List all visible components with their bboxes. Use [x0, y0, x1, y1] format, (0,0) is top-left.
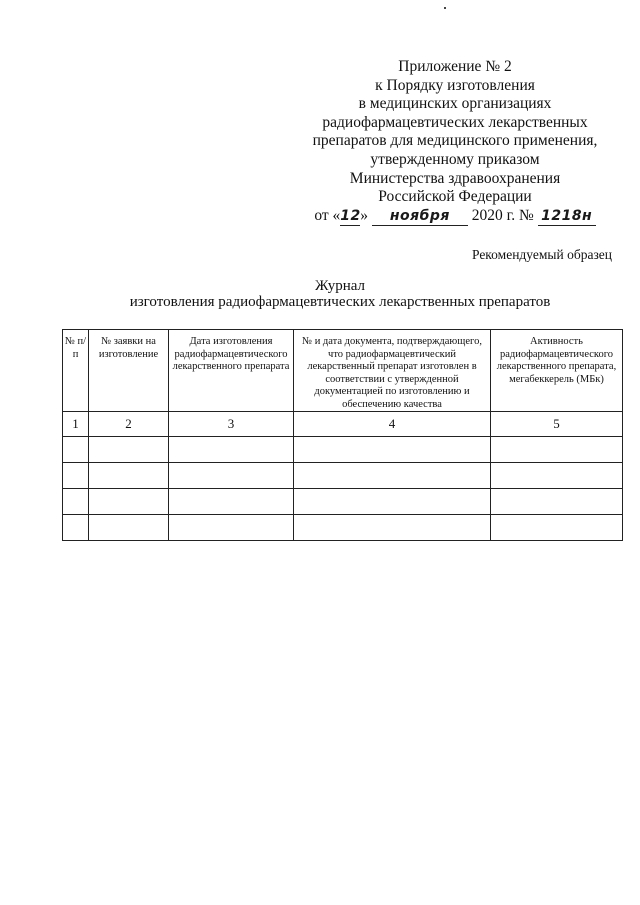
table-empty-cell	[491, 489, 623, 515]
order-month-handwritten: ноября	[389, 207, 450, 224]
order-year-text: 2020 г. №	[471, 206, 534, 224]
journal-table	[62, 329, 623, 541]
column-number: 4	[294, 412, 491, 437]
column-header-date: Дата изготовления радиофармацевтического лекарственного препарата	[169, 330, 294, 412]
table-empty-cell	[294, 515, 491, 541]
order-day-handwritten: 12	[340, 207, 361, 224]
table-empty-cell	[491, 437, 623, 463]
table-empty-cell	[89, 463, 169, 489]
table-empty-cell	[63, 463, 89, 489]
table-empty-cell	[169, 489, 294, 515]
table-empty-cell	[63, 437, 89, 463]
table-empty-cell	[491, 515, 623, 541]
table-empty-cell	[63, 515, 89, 541]
appendix-line: препаратов для медицинского применения,	[312, 132, 598, 150]
recommended-sample-label: Рекомендуемый образец	[471, 247, 612, 262]
appendix-line: Приложение № 2	[398, 58, 512, 75]
order-number-handwritten: 1218н	[541, 207, 593, 224]
order-day-blank	[340, 207, 360, 227]
table-empty-cell	[294, 489, 491, 515]
table-empty-cell	[89, 515, 169, 541]
journal-title: Журнал	[314, 278, 365, 294]
table-empty-cell	[294, 463, 491, 489]
table-empty-cell	[169, 463, 294, 489]
table-empty-cell	[63, 489, 89, 515]
table-empty-cell	[169, 437, 294, 463]
appendix-line: радиофармацевтических лекарственных	[322, 113, 588, 131]
order-quote-close: »	[360, 206, 369, 224]
table-empty-cell	[491, 463, 623, 489]
appendix-line: в медицинских организациях	[358, 95, 552, 113]
appendix-line: утвержденному приказом	[370, 150, 540, 168]
column-number: 1	[63, 412, 89, 437]
table-empty-cell	[89, 437, 169, 463]
table-empty-row	[63, 437, 623, 463]
order-number-blank	[538, 207, 596, 227]
column-header-request: № заявки на изготовление	[89, 330, 169, 412]
appendix-line: Российской Федерации	[378, 188, 532, 206]
empty-rows	[63, 437, 623, 541]
scan-speck	[444, 7, 446, 9]
table-empty-row	[63, 463, 623, 489]
column-header-document: № и дата документа, подтверждающего, что радиофармацевтический лекарственный препарат изготовлен в соответствии с утвержденной документацией по изготовлению и обеспечению качества	[294, 330, 491, 412]
table-empty-cell	[294, 437, 491, 463]
order-date-line	[300, 207, 610, 227]
column-number: 2	[89, 412, 169, 437]
table-empty-row	[63, 515, 623, 541]
appendix-line: Министерства здравоохранения	[349, 169, 561, 187]
order-prefix: от «	[314, 206, 341, 224]
appendix-header	[300, 58, 610, 226]
table-number-row	[63, 412, 623, 437]
journal-subtitle: изготовления радиофармацевтических лекарственных препаратов	[129, 294, 551, 310]
table-empty-cell	[169, 515, 294, 541]
column-number: 5	[491, 412, 623, 437]
column-header-activity: Активность радиофармацевтического лекарственного препарата, мегабеккерель (МБк)	[491, 330, 623, 412]
table-header-row	[63, 330, 623, 412]
table-empty-row	[63, 489, 623, 515]
column-header-number: № п/п	[63, 330, 89, 412]
table-empty-cell	[89, 489, 169, 515]
column-number: 3	[169, 412, 294, 437]
order-month-blank	[372, 207, 468, 227]
appendix-line: к Порядку изготовления	[375, 76, 535, 94]
